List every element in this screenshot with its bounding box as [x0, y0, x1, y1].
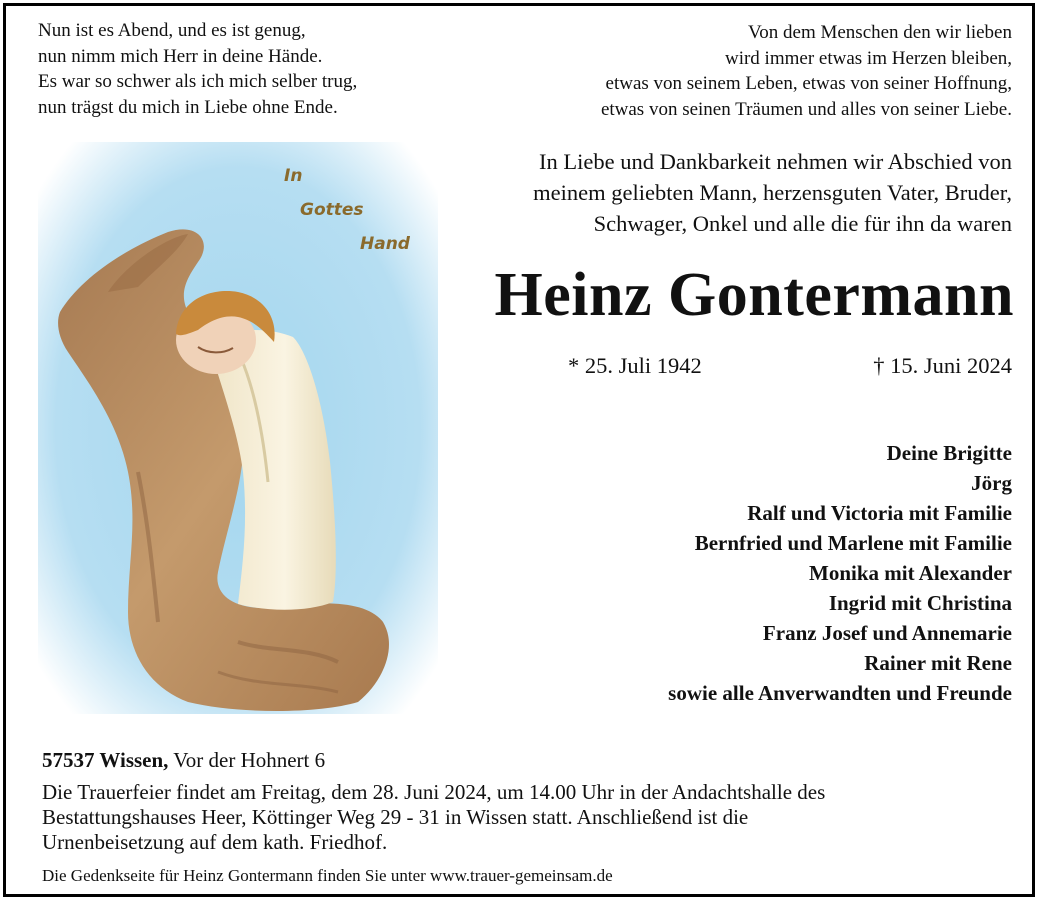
hand-of-god-painting — [38, 142, 438, 714]
poem-left-line: nun trägst du mich in Liebe ohne Ende. — [38, 96, 338, 118]
mourners-list — [668, 438, 1012, 708]
mourner-entry: Ingrid mit Christina — [828, 591, 1012, 615]
ceremony-line: Bestattungshauses Heer, Köttinger Weg 29 - 31 in Wissen statt. Anschließend ist die — [42, 805, 749, 829]
obituary-frame — [3, 3, 1035, 897]
painting-caption-line: In — [284, 166, 303, 186]
poem-left-line: nun nimm mich Herr in deine Hände. — [38, 45, 323, 67]
address-city: 57537 Wissen, — [42, 748, 169, 772]
memorial-page-note: Die Gedenkseite für Heinz Gontermann finden Sie unter www.trauer-gemeinsam.de — [42, 866, 613, 885]
mourner-entry: Jörg — [971, 471, 1012, 495]
mourner-entry: Deine Brigitte — [886, 441, 1012, 465]
mourner-entry: Franz Josef und Annemarie — [762, 621, 1012, 645]
mourner-entry: Rainer mit Rene — [864, 651, 1012, 675]
painting-caption-line: Gottes — [300, 200, 364, 220]
poem-right-line: etwas von seinen Träumen und alles von seiner Liebe. — [600, 98, 1012, 120]
address-street: Vor der Hohnert 6 — [173, 748, 326, 772]
mourner-entry: Monika mit Alexander — [809, 561, 1012, 585]
intro-line: In Liebe und Dankbarkeit nehmen wir Abschied von — [539, 149, 1012, 174]
ceremony-line: Urnenbeisetzung auf dem kath. Friedhof. — [42, 830, 388, 854]
family-address — [42, 748, 325, 773]
mourner-entry: Ralf und Victoria mit Familie — [747, 501, 1012, 525]
deceased-name: Heinz Gontermann — [494, 261, 1014, 329]
poem-right — [601, 20, 1012, 122]
painting-image — [38, 142, 438, 714]
intro-text — [533, 146, 1012, 239]
painting-caption-line: Hand — [360, 234, 410, 254]
poem-left — [38, 18, 357, 120]
mourner-entry: sowie alle Anverwandten und Freunde — [668, 681, 1012, 705]
poem-right-line: wird immer etwas im Herzen bleiben, — [724, 47, 1012, 69]
poem-left-line: Es war so schwer als ich mich selber trug, — [38, 71, 358, 92]
poem-right-line: etwas von seinem Leben, etwas von seiner Hoffnung, — [605, 73, 1012, 94]
poem-left-line: Nun ist es Abend, und es ist genug, — [38, 20, 306, 41]
intro-line: meinem geliebten Mann, herzensguten Vater, Bruder, — [533, 180, 1012, 205]
ceremony-line: Die Trauerfeier findet am Freitag, dem 28. Juni 2024, um 14.00 Uhr in der Andachtshalle des — [42, 780, 826, 804]
mourner-entry: Bernfried und Marlene mit Familie — [694, 531, 1012, 555]
death-date: † 15. Juni 2024 — [873, 353, 1012, 378]
birth-date: * 25. Juli 1942 — [568, 353, 702, 378]
intro-line: Schwager, Onkel und alle die für ihn da waren — [593, 211, 1012, 236]
ceremony-info — [42, 780, 1022, 855]
poem-right-line: Von dem Menschen den wir lieben — [747, 22, 1012, 43]
